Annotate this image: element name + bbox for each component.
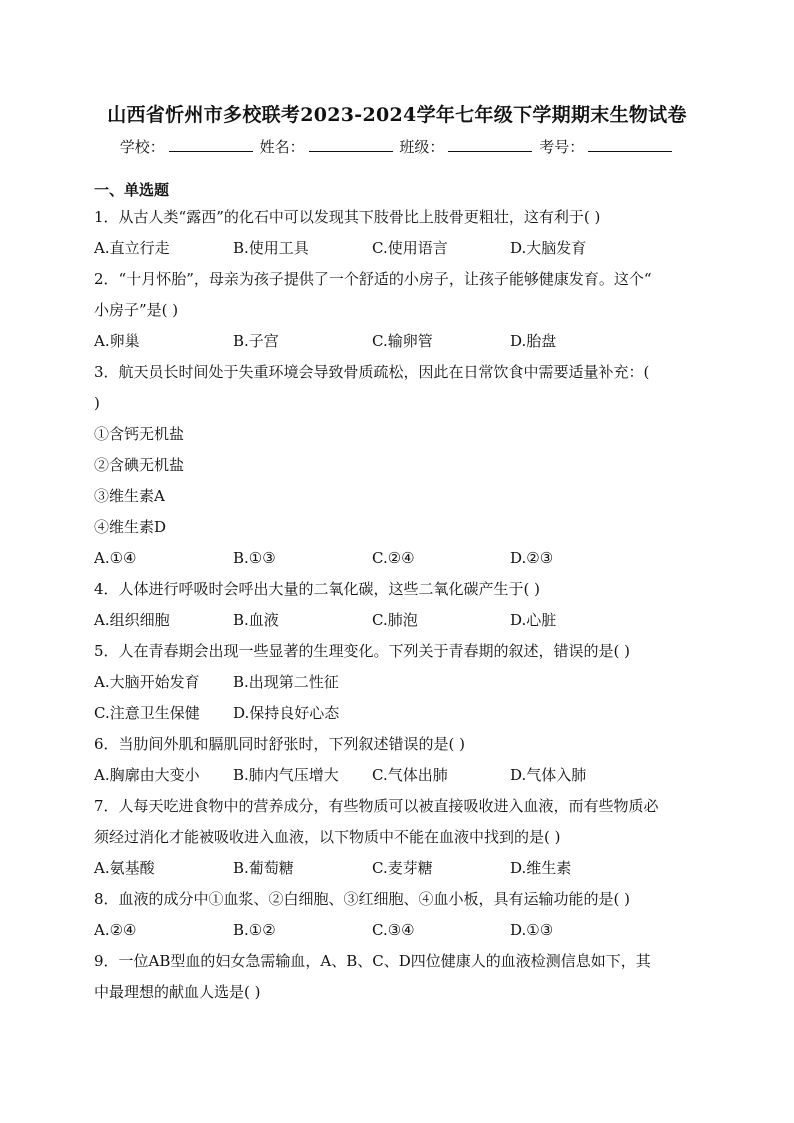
school-blank[interactable] <box>169 137 253 152</box>
option-c: C.③④ <box>372 921 415 939</box>
option-d: D.维生素 <box>510 859 572 877</box>
option-a: A.卵巢 <box>94 332 140 350</box>
option-c: C.注意卫生保健 <box>94 704 200 722</box>
question-text: 4．人体进行呼吸时会呼出大量的二氧化碳，这些二氧化碳产生于( ) <box>94 580 541 598</box>
option-a: A.②④ <box>94 921 137 939</box>
exam-number-label: 考号： <box>539 138 585 156</box>
statement-item: ②含碘无机盐 <box>94 456 185 474</box>
option-d: D.胎盘 <box>510 332 557 350</box>
option-row <box>94 605 704 636</box>
option-b: B.葡萄糖 <box>233 859 294 877</box>
option-c: C.输卵管 <box>372 332 433 350</box>
option-a: A.组织细胞 <box>94 611 170 629</box>
question-text: 小房子”是( ) <box>94 301 179 319</box>
question-text: 6．当肋间外肌和膈肌同时舒张时，下列叙述错误的是( ) <box>94 735 466 753</box>
option-b: B.肺内气压增大 <box>233 766 339 784</box>
option-c: C.②④ <box>372 549 415 567</box>
option-row <box>94 326 704 357</box>
option-b: B.①② <box>233 921 276 939</box>
page-title: 山西省忻州市多校联考2023-2024学年七年级下学期期末生物试卷 <box>107 104 687 126</box>
class-label: 班级： <box>399 138 445 156</box>
option-b: B.血液 <box>233 611 279 629</box>
option-a: A.大脑开始发育 <box>94 673 200 691</box>
option-a: A.①④ <box>94 549 137 567</box>
statement-item: ③维生素A <box>94 487 165 505</box>
option-row <box>94 233 704 264</box>
question-text: 7．人每天吃进食物中的营养成分，有些物质可以被直接吸收进入血液，而有些物质必 <box>94 797 659 815</box>
option-row <box>94 698 704 729</box>
question-text: 8．血液的成分中①血浆、②白细胞、③红细胞、④血小板，具有运输功能的是( ) <box>94 890 631 908</box>
option-row <box>94 760 704 791</box>
option-row <box>94 667 704 698</box>
option-d: D.①③ <box>510 921 554 939</box>
question-text: 中最理想的献血人选是( ) <box>94 983 261 1001</box>
question-text: ) <box>94 394 100 412</box>
option-b: B.使用工具 <box>233 239 309 257</box>
name-label: 姓名： <box>259 138 305 156</box>
option-b: B.出现第二性征 <box>233 673 339 691</box>
option-b: B.子宫 <box>233 332 279 350</box>
option-c: C.使用语言 <box>372 239 448 257</box>
name-blank[interactable] <box>309 137 393 152</box>
school-label: 学校： <box>119 138 165 156</box>
question-text: 1．从古人类“露西”的化石中可以发现其下肢骨比上肢骨更粗壮，这有利于( ) <box>94 208 601 226</box>
exam-number-blank[interactable] <box>588 137 672 152</box>
option-b: B.①③ <box>233 549 276 567</box>
statement-item: ①含钙无机盐 <box>94 425 185 443</box>
option-a: A.胸廓由大变小 <box>94 766 200 784</box>
student-info-line <box>0 136 794 157</box>
option-a: A.氨基酸 <box>94 859 155 877</box>
option-d: D.②③ <box>510 549 554 567</box>
option-c: C.麦芽糖 <box>372 859 433 877</box>
section-header: 一、单选题 <box>94 181 170 199</box>
option-c: C.气体出肺 <box>372 766 448 784</box>
option-d: D.心脏 <box>510 611 557 629</box>
option-row <box>94 853 704 884</box>
question-text: 须经过消化才能被吸收进入血液，以下物质中不能在血液中找到的是( ) <box>94 828 561 846</box>
option-c: C.肺泡 <box>372 611 418 629</box>
statement-item: ④维生素D <box>94 518 167 536</box>
question-text: 9．一位AB型血的妇女急需输血，A、B、C、D四位健康人的血液检测信息如下，其 <box>94 952 651 970</box>
question-text: 3．航天员长时间处于失重环境会导致骨质疏松，因此在日常饮食中需要适量补充：( <box>94 363 650 381</box>
option-d: D.大脑发育 <box>510 239 587 257</box>
option-row <box>94 915 704 946</box>
class-blank[interactable] <box>448 137 532 152</box>
option-d: D.保持良好心态 <box>233 704 340 722</box>
option-a: A.直立行走 <box>94 239 170 257</box>
option-d: D.气体入肺 <box>510 766 587 784</box>
question-text: 5．人在青春期会出现一些显著的生理变化。下列关于青春期的叙述，错误的是( ) <box>94 642 631 660</box>
option-row <box>94 543 704 574</box>
question-text: 2．“十月怀胎”，母亲为孩子提供了一个舒适的小房子，让孩子能够健康发育。这个“ <box>94 270 652 288</box>
question-list <box>94 178 704 1008</box>
